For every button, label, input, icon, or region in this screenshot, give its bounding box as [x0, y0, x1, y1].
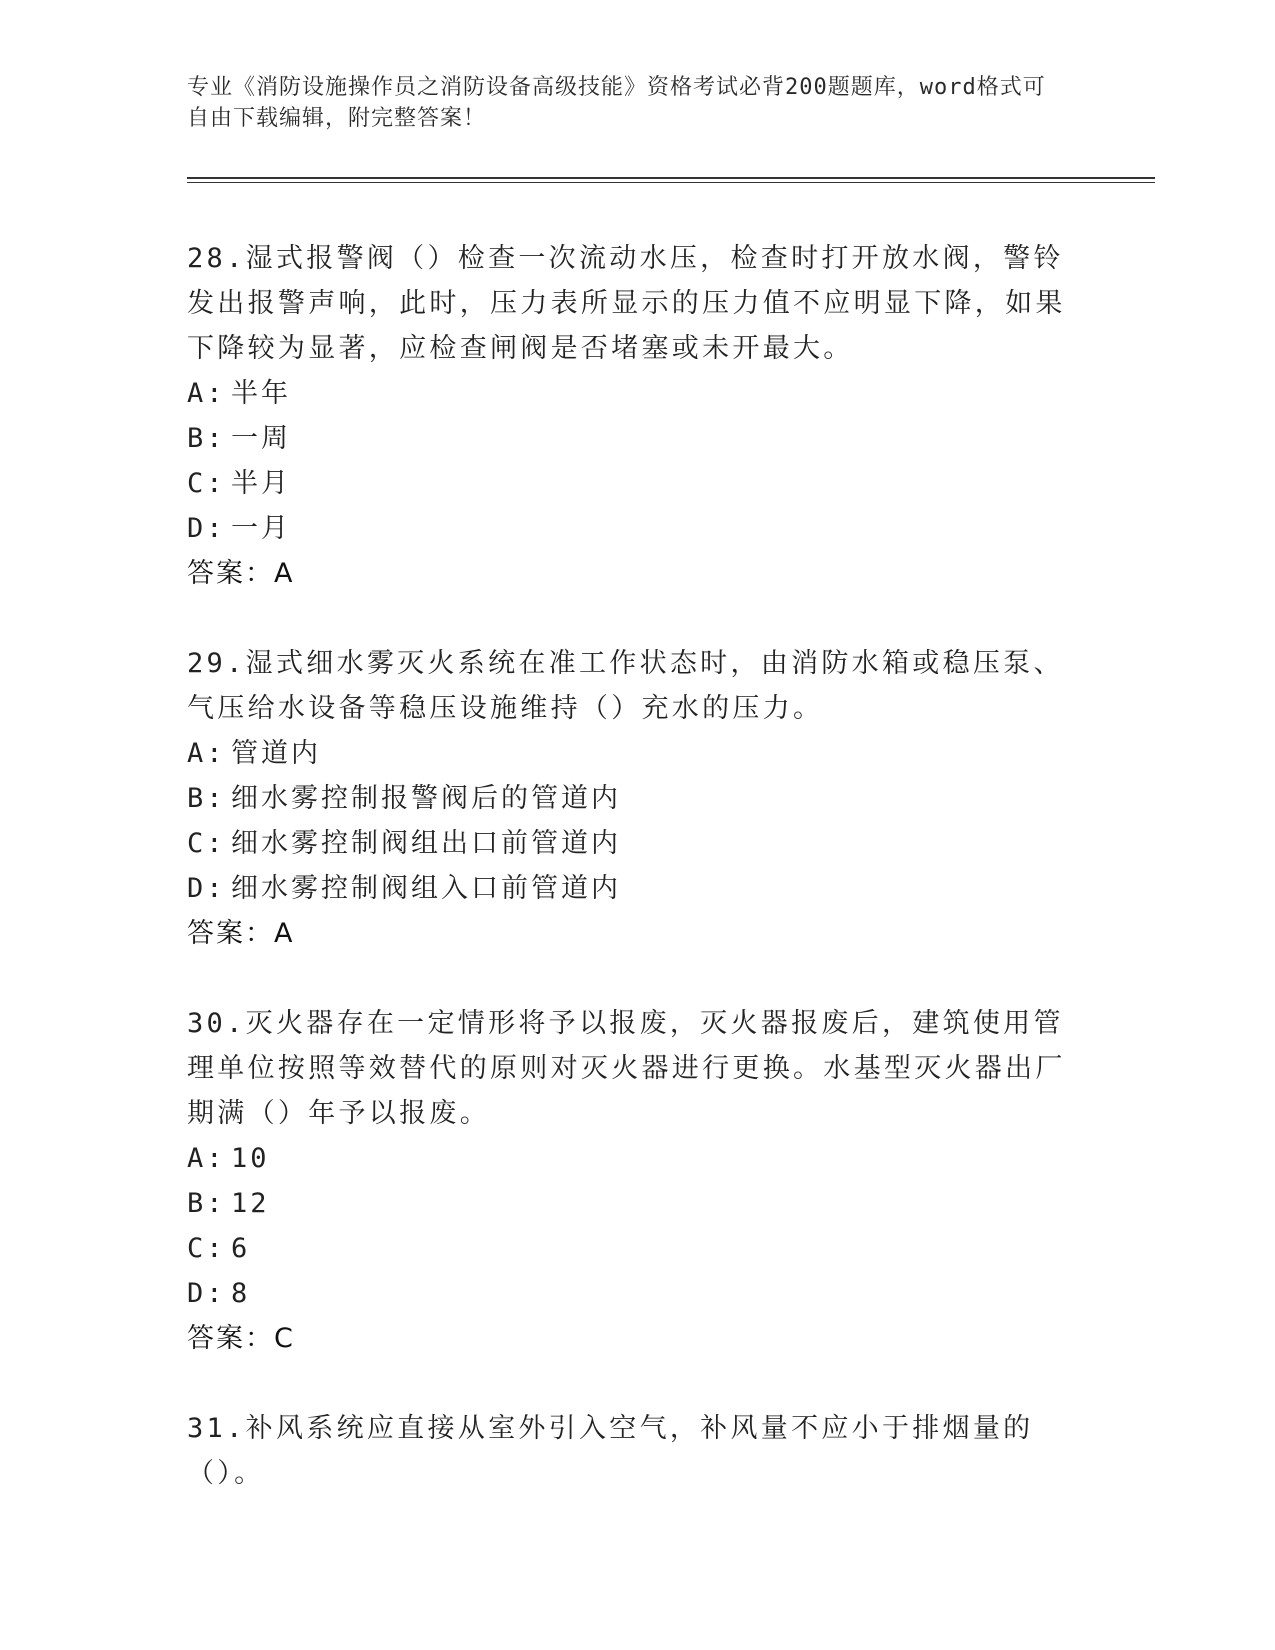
option-text: 半年	[231, 378, 291, 409]
option-key: A:	[187, 738, 226, 769]
question-stem: 30.灭火器存在一定情形将予以报废，灭火器报废后，建筑使用管理单位按照等效替代的原则对灭火器进行更换。水基型灭火器出厂期满（）年予以报废。	[187, 1008, 1066, 1129]
option-key: A:	[187, 378, 226, 409]
option-d	[187, 1271, 1087, 1316]
option-text: 细水雾控制阀组入口前管道内	[231, 873, 621, 904]
question-31	[187, 1406, 1087, 1496]
option-b	[187, 776, 1087, 821]
option-text: 12	[231, 1188, 270, 1219]
option-text: 细水雾控制报警阀后的管道内	[231, 783, 621, 814]
option-key: B:	[187, 423, 226, 454]
option-c	[187, 821, 1087, 866]
option-a	[187, 1136, 1087, 1181]
question-list	[187, 236, 1087, 1541]
header-rule-thick	[187, 177, 1155, 179]
option-text: 8	[231, 1278, 251, 1309]
question-29	[187, 641, 1087, 956]
question-stem: 29.湿式细水雾灭火系统在准工作状态时，由消防水箱或稳压泵、气压给水设备等稳压设施维持（）充水的压力。	[187, 648, 1064, 724]
option-text: 6	[231, 1233, 251, 1264]
option-key: C:	[187, 468, 226, 499]
document-header: 专业《消防设施操作员之消防设备高级技能》资格考试必背200题题库，word格式可自由下载编辑，附完整答案！	[187, 75, 1046, 131]
answer-line: 答案：C	[187, 1323, 295, 1354]
option-a	[187, 371, 1087, 416]
answer-line: 答案：A	[187, 558, 295, 589]
option-key: B:	[187, 1188, 226, 1219]
option-key: C:	[187, 1233, 226, 1264]
question-30	[187, 1001, 1087, 1361]
option-text: 10	[231, 1143, 270, 1174]
option-d	[187, 866, 1087, 911]
option-key: D:	[187, 873, 226, 904]
option-c	[187, 461, 1087, 506]
option-d	[187, 506, 1087, 551]
option-key: A:	[187, 1143, 226, 1174]
option-key: C:	[187, 828, 226, 859]
question-stem: 31.补风系统应直接从室外引入空气，补风量不应小于排烟量的（）。	[187, 1413, 1034, 1489]
option-c	[187, 1226, 1087, 1271]
option-key: D:	[187, 513, 226, 544]
option-text: 管道内	[231, 738, 321, 769]
option-b	[187, 1181, 1087, 1226]
option-text: 细水雾控制阀组出口前管道内	[231, 828, 621, 859]
option-a	[187, 731, 1087, 776]
option-text: 一月	[231, 513, 291, 544]
option-text: 一周	[231, 423, 291, 454]
option-key: D:	[187, 1278, 226, 1309]
answer-line: 答案：A	[187, 918, 295, 949]
question-stem: 28.湿式报警阀（）检查一次流动水压，检查时打开放水阀，警铃发出报警声响，此时，压力表所显示的压力值不应明显下降，如果下降较为显著，应检查闸阀是否堵塞或未开最大。	[187, 243, 1066, 364]
option-b	[187, 416, 1087, 461]
option-key: B:	[187, 783, 226, 814]
option-text: 半月	[231, 468, 291, 499]
header-rule-thin	[187, 182, 1155, 183]
question-28	[187, 236, 1087, 596]
